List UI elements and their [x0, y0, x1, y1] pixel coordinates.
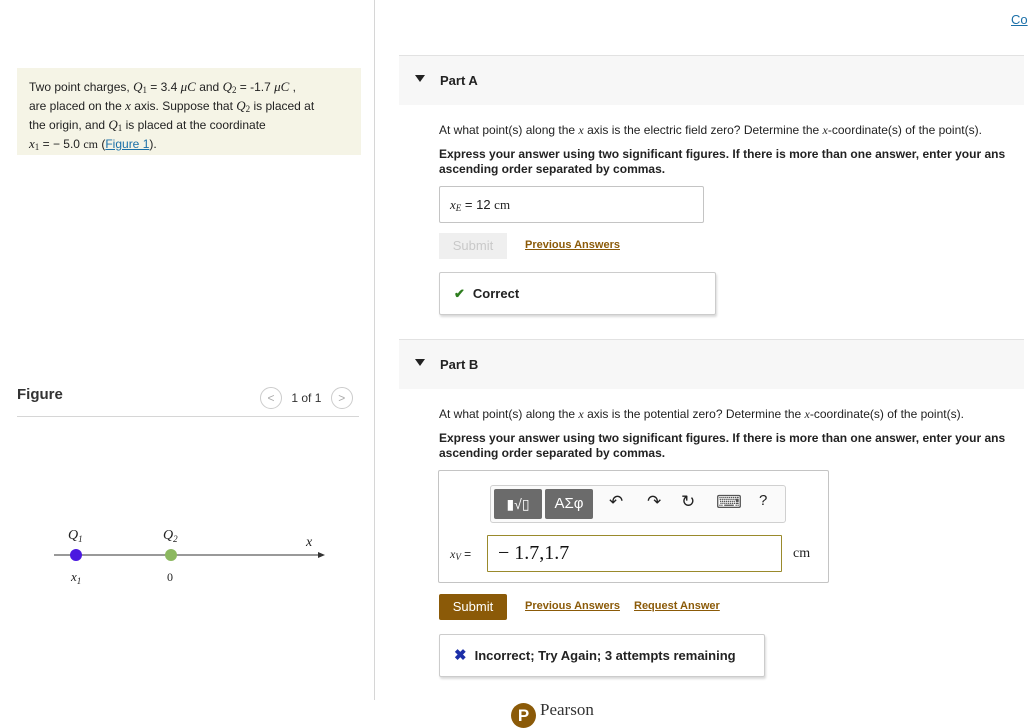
collapse-triangle-icon	[415, 75, 425, 82]
charge-q1-dot	[70, 549, 82, 561]
part-a-feedback: ✔ Correct	[439, 272, 716, 315]
math-toolbar	[490, 485, 786, 523]
figure-title: Figure	[17, 386, 63, 403]
figure-separator	[17, 416, 359, 417]
x1-label: $x_1$	[71, 569, 82, 586]
charge-diagram	[40, 515, 340, 595]
part-b-answer-input[interactable]: − 1.7,1.7	[487, 535, 782, 572]
part-b-instructions: Express your answer using two significant figures. If there is more than one answer, enter your ans ascending order separated by commas.	[439, 431, 1006, 460]
x-mark-icon: ✖	[454, 647, 467, 664]
problem-line-1: Two point charges, $Q_1 = 3.4$ μC and $Q_2 = -1.7$ μC ,	[29, 79, 297, 95]
x-axis-label: x	[306, 535, 313, 550]
redo-icon[interactable]: ↷	[647, 492, 662, 511]
part-b-submit-button[interactable]: Submit	[439, 594, 507, 620]
check-icon: ✔	[454, 286, 465, 301]
part-a-answer-box: xE = 12 cm	[439, 186, 704, 223]
part-a-label: Part A	[440, 73, 478, 88]
q1-label: $Q_1$	[68, 528, 83, 544]
figure-prev-button[interactable]: <	[260, 387, 282, 409]
panel-divider	[374, 0, 375, 700]
part-a-header[interactable]	[399, 55, 1024, 105]
problem-line-3: the origin, and $Q_1$ is placed at the coordinate	[29, 117, 266, 133]
template-button[interactable]: ▮√▯	[494, 489, 542, 519]
undo-icon[interactable]: ↶	[609, 492, 624, 511]
part-b-label: Part B	[440, 357, 479, 372]
part-a-question: At what point(s) along the x axis is the electric field zero? Determine the x-coordinate(s) of the point(s).	[439, 123, 982, 137]
figure-pager	[260, 387, 353, 409]
part-b-question: At what point(s) along the x axis is the potential zero? Determine the x-coordinate(s) of the point(s).	[439, 407, 964, 421]
part-a-submit-button[interactable]: Submit	[439, 233, 507, 259]
problem-statement	[17, 68, 361, 155]
origin-label: 0	[167, 570, 173, 584]
part-a-previous-answers-link[interactable]: Previous Answers	[525, 239, 620, 251]
part-b-request-answer-link[interactable]: Request Answer	[634, 600, 720, 612]
q2-label: $Q_2$	[163, 528, 178, 544]
figure-link[interactable]: Figure 1	[105, 137, 150, 151]
part-b-header[interactable]	[399, 339, 1024, 389]
x-axis-arrow	[318, 552, 325, 558]
help-icon[interactable]: ?	[759, 492, 768, 509]
greek-symbols-button[interactable]: ΑΣφ	[545, 489, 593, 519]
problem-line-2: are placed on the x axis. Suppose that $Q_2$ is placed at	[29, 98, 315, 114]
part-b-answer-label: xV =	[450, 547, 472, 562]
keyboard-icon[interactable]: ⌨	[716, 492, 742, 512]
top-right-link[interactable]: Co	[1011, 12, 1028, 27]
part-b-unit: cm	[793, 546, 811, 561]
part-b-feedback: ✖ Incorrect; Try Again; 3 attempts remaining	[439, 634, 765, 677]
part-a-instructions: Express your answer using two significant figures. If there is more than one answer, enter your ans ascending order separated by commas.	[439, 147, 1006, 176]
pearson-brand: P Pearson	[511, 700, 594, 728]
problem-line-4: $x_1$ = − 5.0 cm (Figure 1).	[29, 136, 157, 152]
part-b-previous-answers-link[interactable]: Previous Answers	[525, 600, 620, 612]
charge-q2-dot	[165, 549, 177, 561]
pearson-logo-icon: P	[511, 703, 536, 728]
figure-page-count: 1 of 1	[291, 391, 322, 405]
reset-icon[interactable]: ↻	[681, 492, 696, 511]
figure-next-button[interactable]: >	[331, 387, 353, 409]
collapse-triangle-icon	[415, 359, 425, 366]
